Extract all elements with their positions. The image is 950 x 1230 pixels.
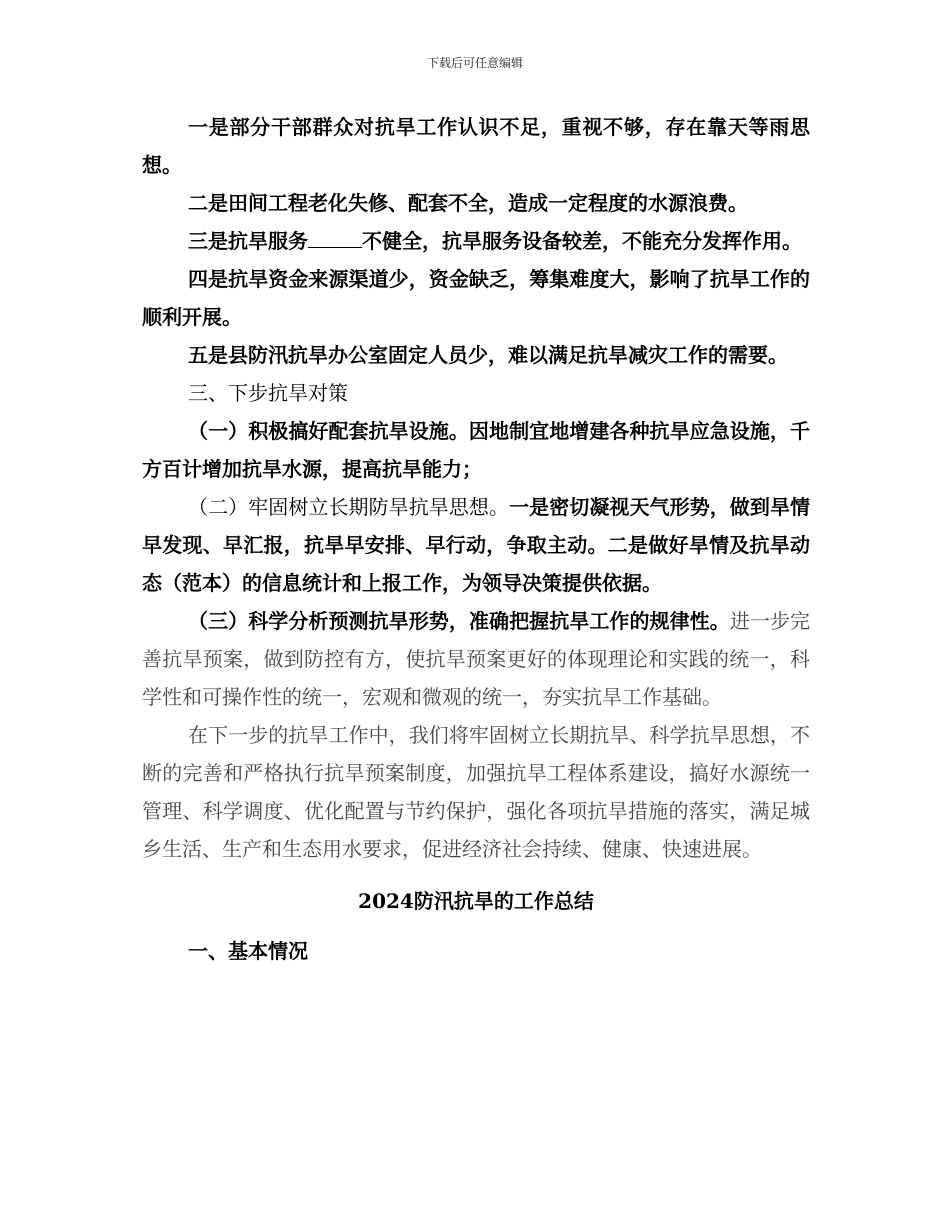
paragraph-problem-5: 五是县防汛抗旱办公室固定人员少，难以满足抗旱减灾工作的需要。 [188,343,788,367]
measure-3-heading: （三）科学分析预测抗旱形势，准确把握抗旱工作的规律性。 [188,609,730,633]
measure-2-heading: （二）牢固树立长期防旱抗旱思想。 [188,495,510,519]
paragraph-problem-4: 四是抗旱资金来源渠道少，资金缺乏，筹集难度大，影响了抗旱工作的顺利开展。 [142,267,810,329]
section-heading-basic: 一、基本情况 [188,939,308,963]
paragraph-problem-1: 一是部分干部群众对抗旱工作认识不足，重视不够，存在靠天等雨思想。 [142,115,810,177]
document-body [142,108,810,970]
problem-3-end: 不健全，抗旱服务设备较差，不能充分发挥作用。 [362,229,802,253]
measure-2-body: 一是密切凝视天气形势，做到旱情早发现、早汇报，抗旱早安排、早行动，争取主动。二是做好旱情及抗旱动态（范本）的信息统计和上报工作，为领导决策提供依据。 [142,495,811,595]
measure-1: （一）积极搞好配套抗旱设施。因地制宜地增建各种抗旱应急设施，千方百计增加抗旱水源，提高抗旱能力； [142,419,810,481]
problem-3-start: 三是抗旱服务 [188,229,308,253]
measure-3-body: 进一步完善抗旱预案，做到防控有方，使抗旱预案更好的体现理论和实践的统一，科学性和可操作性的统一，宏观和微观的统一，夯实抗旱工作基础。 [142,609,811,709]
measure-3 [142,602,810,716]
paragraph-problem-3 [142,222,810,260]
measure-2 [142,488,810,602]
document-title: 2024防汛抗旱的工作总结 [358,889,594,913]
page-header-note: 下载后可任意编辑 [426,56,523,70]
paragraph-problem-2: 二是田间工程老化失修、配套不全，造成一定程度的水源浪费。 [188,191,748,215]
closing-paragraph: 在下一步的抗旱工作中，我们将牢固树立长期抗旱、科学抗旱思想，不断的完善和严格执行抗旱预案制度，加强抗旱工程体系建设，搞好水源统一管理、科学调度、优化配置与节约保护，强化各项抗旱措施的落实，满足城乡生活、生产和生态用水要求，促进经济社会持续、健康、快速进展。 [142,723,810,861]
fill-in-blank [308,231,362,248]
section-heading-3: 三、下步抗旱对策 [188,381,348,405]
